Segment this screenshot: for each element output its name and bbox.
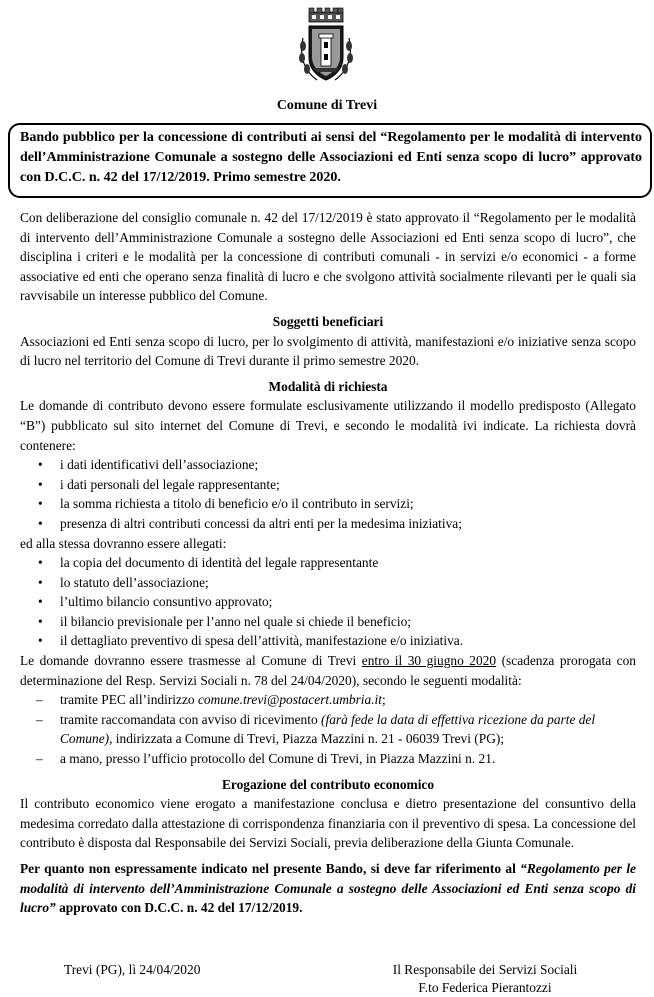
list-item: • la copia del documento di identità del legale rappresentante: [20, 553, 636, 573]
signatory-name: F.to Federica Pierantozzi: [418, 980, 552, 995]
list-item: • i dati personali del legale rappresentante;: [20, 475, 636, 495]
municipal-coat-of-arms-icon: [297, 6, 355, 86]
list-item: • presenza di altri contributi concessi da altri enti per la medesima iniziativa;: [20, 514, 636, 534]
pec-email: comune.trevi@postacert.umbria.it: [197, 692, 382, 708]
intro-paragraph: Con deliberazione del consiglio comunale n. 42 del 17/12/2019 è stato approvato il “Regolamento per le modalità di intervento dell’Amministrazione Comunale a sostegno delle Associazioni ed Enti senza scopo di lucro”, che disciplina i criteri e le modalità per la concessione di contributi comunali - in servizi e/o economici - a forme associative ed enti che operano senza finalità di lucro e che svolgono attività socialmente rilevanti per le quali sia ravvisabile un interesse pubblico del Comune.: [20, 210, 636, 304]
bullet-icon: •: [38, 496, 43, 512]
document-body: [20, 208, 636, 918]
signatory-role: Il Responsabile dei Servizi Sociali: [392, 962, 578, 977]
dash-icon: –: [36, 751, 43, 767]
dash-icon: –: [36, 692, 43, 708]
dash-icon: –: [36, 711, 43, 727]
bullet-icon: •: [38, 633, 43, 649]
list-item: – a mano, presso l’ufficio protocollo del Comune di Trevi, in Piazza Mazzini n. 21.: [20, 749, 636, 769]
list-item: • il dettagliato preventivo di spesa dell’attività, manifestazione e/o iniziativa.: [20, 631, 636, 651]
signature-block: [380, 961, 590, 997]
bullet-icon: •: [38, 476, 43, 492]
deadline-text: entro il 30 giugno 2020: [361, 653, 497, 669]
final-paragraph: Per quanto non espressamente indicato nel presente Bando, si deve far riferimento al “Regolamento per le modalità di intervento dell’Amministrazione Comunale a sostegno delle Associazioni ed Enti senza scopo di lucro” approvato con D.C.C. n. 42 del 17/12/2019.: [20, 861, 637, 916]
list-item: – tramite raccomandata con avviso di ricevimento (farà fede la data di effettiva ricezione da parte del Comune), indirizzata a Comune di Trevi, Piazza Mazzini n. 21 - 06039 Trevi (PG);: [36, 711, 596, 747]
list-item: • la somma richiesta a titolo di beneficio e/o il contributo in servizi;: [20, 494, 636, 514]
section-heading-erogazione: Erogazione del contributo economico: [221, 776, 435, 792]
notice-title: Bando pubblico per la concessione di contributi ai sensi del “Regolamento per le modalità di intervento dell’Amministrazione Comunale a sostegno delle Associazioni ed Enti senza scopo di lucro” approvato con D.C.C. n. 42 del 17/12/2019. Primo semestre 2020.: [8, 123, 652, 198]
section-heading-beneficiari: Soggetti beneficiari: [272, 313, 384, 329]
list-item: • il bilancio previsionale per l’anno nel quale si chiede il beneficio;: [20, 612, 636, 632]
bullet-icon: •: [38, 515, 43, 531]
beneficiari-paragraph: Associazioni ed Enti senza scopo di lucro, per lo svolgimento di attività, manifestazioni e/o iniziative senza scopo di lucro nel territorio del Comune di Trevi durante il primo semestre 2020.: [20, 333, 636, 369]
commune-name: Comune di Trevi: [276, 98, 378, 113]
bullet-icon: •: [38, 613, 43, 629]
trasmissione-paragraph: Le domande dovranno essere trasmesse al Comune di Trevi entro il 30 giugno 2020 (scadenza prorogata con determinazione del Resp. Servizi Sociali n. 78 del 24/04/2020), secondo le seguenti modalità:: [20, 653, 636, 688]
bullet-icon: •: [38, 555, 43, 571]
list-item: • i dati identificativi dell’associazione;: [20, 455, 636, 475]
bullet-icon: •: [38, 574, 43, 590]
bullet-icon: •: [38, 594, 43, 610]
erogazione-paragraph: Il contributo economico viene erogato a manifestazione conclusa e dietro presentazione del consuntivo della medesima corredato dalla attestazione di corrispondenza finanziaria con il preventivo di spesa. La concessione del contributo è disposta dal Responsabile dei Servizi Sociali, previa deliberazione della Giunta Comunale.: [20, 796, 636, 851]
contenuto-list: [20, 455, 636, 533]
place-date: Trevi (PG), lì 24/04/2020: [64, 962, 201, 977]
allegati-list: [20, 553, 636, 651]
modalita-list: [20, 690, 636, 768]
allegati-intro: ed alla stessa dovranno essere allegati:: [20, 535, 227, 551]
list-item: • lo statuto dell’associazione;: [20, 573, 636, 593]
list-item: • l’ultimo bilancio consuntivo approvato;: [20, 592, 636, 612]
bullet-icon: •: [38, 457, 43, 473]
section-heading-richiesta: Modalità di richiesta: [268, 378, 388, 394]
richiesta-paragraph: Le domande di contributo devono essere formulate esclusivamente utilizzando il modello predisposto (Allegato “B”) pubblicato sul sito internet del Comune di Trevi, e secondo le modalità ivi indicate. La richiesta dovrà contenere:: [20, 398, 636, 453]
list-item: – tramite PEC all’indirizzo comune.trevi@postacert.umbria.it;: [20, 690, 636, 710]
